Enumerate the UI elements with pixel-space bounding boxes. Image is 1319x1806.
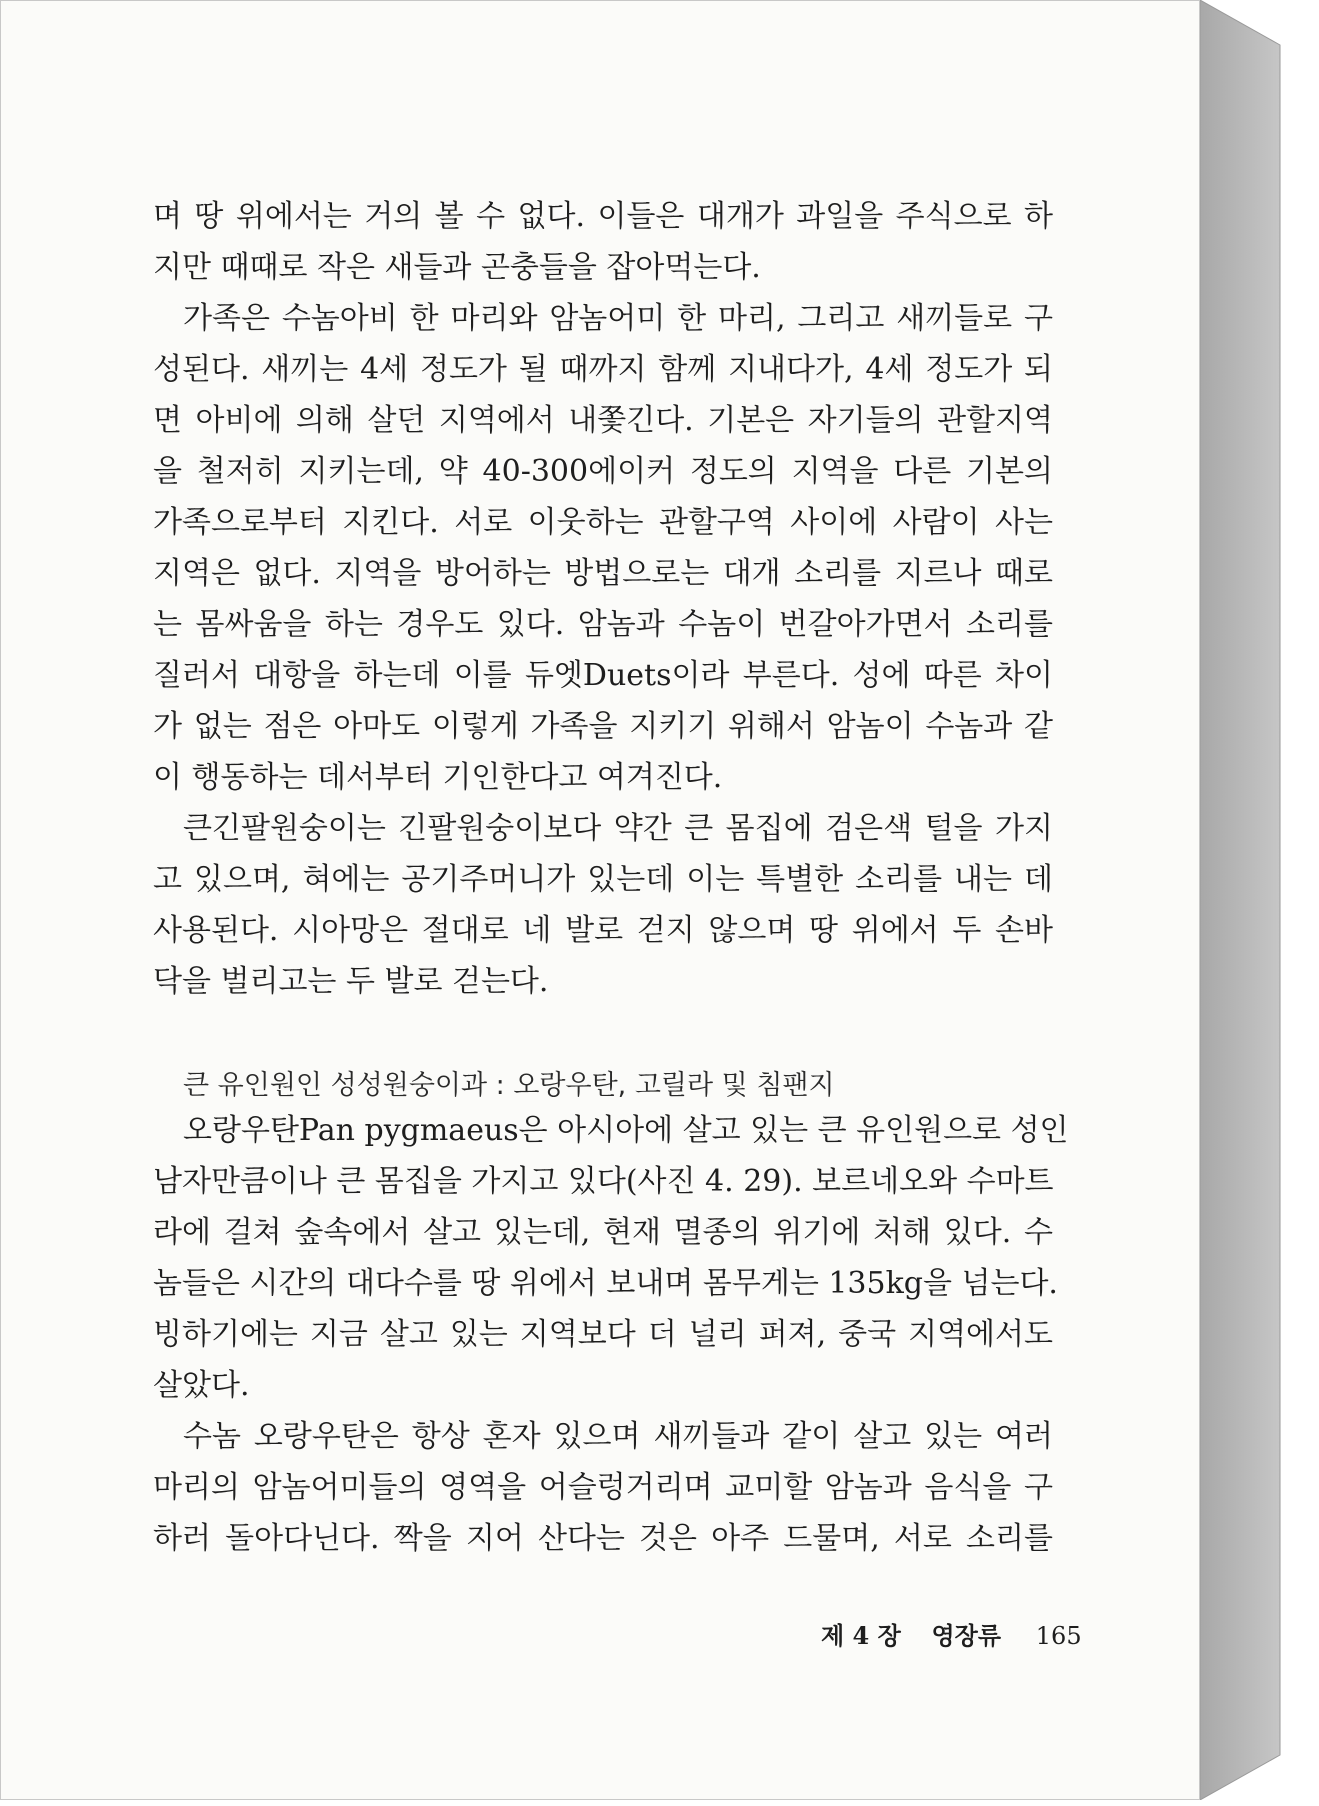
text-line: 가족은 수놈아비 한 마리와 암놈어미 한 마리, 그리고 새끼들로 구: [183, 301, 1053, 336]
text-line: 고 있으며, 혀에는 공기주머니가 있는데 이는 특별한 소리를 내는 데: [153, 862, 1053, 897]
text-line: 살았다.: [153, 1368, 250, 1403]
page-edge-decoration: [1200, 0, 1290, 1800]
section-heading: 큰 유인원인 성성원숭이과 : 오랑우탄, 고릴라 및 침팬지: [183, 1070, 835, 1101]
text-line: 라에 걸쳐 숲속에서 살고 있는데, 현재 멸종의 위기에 처해 있다. 수: [153, 1215, 1053, 1250]
text-line: 을 철저히 지키는데, 약 40-300에이커 정도의 지역을 다른 기본의: [153, 454, 1053, 489]
text-line: 성된다. 새끼는 4세 정도가 될 때까지 함께 지내다가, 4세 정도가 되: [153, 352, 1053, 387]
text-line: 이 행동하는 데서부터 기인한다고 여겨진다.: [153, 760, 723, 795]
text-line: 는 몸싸움을 하는 경우도 있다. 암놈과 수놈이 번갈아가면서 소리를: [153, 607, 1053, 642]
text-line: 며 땅 위에서는 거의 볼 수 없다. 이들은 대개가 과일을 주식으로 하: [153, 199, 1053, 234]
text-line: 수놈 오랑우탄은 항상 혼자 있으며 새끼들과 같이 살고 있는 여러: [183, 1419, 1053, 1454]
text-line: 큰긴팔원숭이는 긴팔원숭이보다 약간 큰 몸집에 검은색 털을 가지: [183, 811, 1053, 846]
text-line: 가족으로부터 지킨다. 서로 이웃하는 관할구역 사이에 사람이 사는: [153, 505, 1053, 540]
text-line: 면 아비에 의해 살던 지역에서 내쫓긴다. 기본은 자기들의 관할지역: [153, 403, 1053, 438]
text-line: 가 없는 점은 아마도 이렇게 가족을 지키기 위해서 암놈이 수놈과 같: [153, 709, 1053, 744]
page-footer: [821, 1616, 1082, 1651]
text-line: 빙하기에는 지금 살고 있는 지역보다 더 널리 퍼져, 중국 지역에서도: [153, 1317, 1053, 1352]
text-line: 오랑우탄Pan pygmaeus은 아시아에 살고 있는 큰 유인원으로 성인: [183, 1113, 1069, 1148]
footer-chapter: 제 4 장: [821, 1621, 901, 1650]
text-line: 닥을 벌리고는 두 발로 걷는다.: [153, 964, 549, 999]
footer-title: 영장류: [931, 1621, 1002, 1650]
text-line: 지역은 없다. 지역을 방어하는 방법으로는 대개 소리를 지르나 때로: [153, 556, 1053, 591]
text-line: 마리의 암놈어미들의 영역을 어슬렁거리며 교미할 암놈과 음식을 구: [153, 1470, 1053, 1505]
body-text-block-1: [153, 191, 1053, 1007]
page-number: 165: [1035, 1622, 1082, 1650]
body-text-block-2: [153, 1105, 1069, 1564]
text-line: 남자만큼이나 큰 몸집을 가지고 있다(사진 4. 29). 보르네오와 수마트: [153, 1164, 1054, 1199]
text-line: 질러서 대항을 하는데 이를 듀엣Duets이라 부른다. 성에 따른 차이: [153, 658, 1053, 693]
text-line: 사용된다. 시아망은 절대로 네 발로 걷지 않으며 땅 위에서 두 손바: [153, 913, 1053, 948]
text-line: 놈들은 시간의 대다수를 땅 위에서 보내며 몸무게는 135kg을 넘는다.: [153, 1266, 1058, 1301]
text-line: 하러 돌아다닌다. 짝을 지어 산다는 것은 아주 드물며, 서로 소리를: [153, 1521, 1053, 1556]
text-line: 지만 때때로 작은 새들과 곤충들을 잡아먹는다.: [153, 250, 761, 285]
